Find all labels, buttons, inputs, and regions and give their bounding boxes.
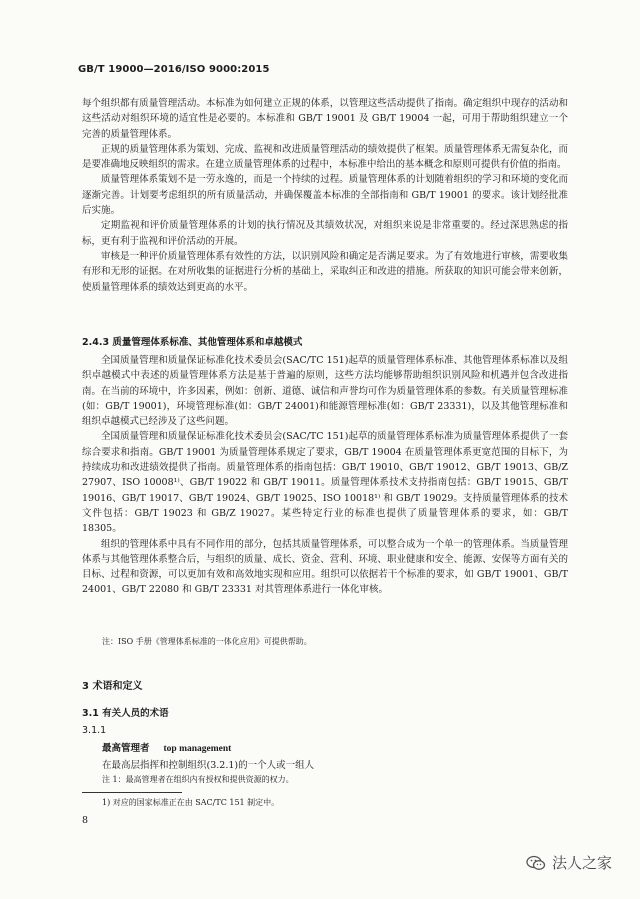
term-english: top management xyxy=(163,744,232,754)
footnote-divider xyxy=(82,792,182,793)
footnote: 1) 对应的国家标准正在由 SAC/TC 151 制定中。 xyxy=(102,798,280,807)
wechat-icon xyxy=(526,855,546,871)
paragraph: 质量管理体系策划不是一劳永逸的，而是一个持续的过程。质量管理体系的计划随着组织的学习和环境的变化而逐渐完善。计划要考虑组织的所有质量活动，并确保覆盖本标准的全部指南和 GB/T 19001 的要求。该计划经批准后实施。 xyxy=(82,174,568,217)
paragraph: 每个组织都有质量管理活动。本标准为如何建立正规的体系，以管理这些活动提供了指南。确定组织中现存的活动和这些活动对组织环境的适宜性是必要的。本标准和 GB/T 19001 及 GB/T 19004 一起，可用于帮助组织建立一个完善的质量管理体系。 xyxy=(82,98,568,140)
watermark-text: 法人之家 xyxy=(552,854,613,872)
section-heading-3-1: 3.1 有关人员的术语 xyxy=(82,708,169,719)
term-number: 3.1.1 xyxy=(82,725,107,736)
intro-paragraphs xyxy=(82,96,568,295)
paragraph: 定期监视和评价质量管理体系的计划的执行情况及其绩效状况，对组织来说是非常重要的。经过深思熟虑的指标，更有利于监视和评价活动的开展。 xyxy=(82,220,568,247)
paragraph: 正规的质量管理体系为策划、完成、监视和改进质量管理活动的绩效提供了框架。质量管理体系无需复杂化，而是要准确地反映组织的需求。在建立质量管理体系的过程中，本标准中给出的基本概念和原则可提供有价值的指南。 xyxy=(82,143,568,171)
watermark xyxy=(526,852,612,873)
paragraph: 审核是一种评价质量管理体系有效性的方法，以识别风险和确定是否满足要求。为了有效地进行审核，需要收集有形和无形的证据。在对所收集的证据进行分析的基础上，采取纠正和改进的措施。所获取的知识可能会带来创新，使质量管理体系的绩效达到更高的水平。 xyxy=(82,250,568,293)
section-heading-3: 3 术语和定义 xyxy=(82,681,143,692)
term-chinese: 最高管理者 xyxy=(102,743,150,754)
section-heading-2-4-3: 2.4.3 质量管理体系标准、其他管理体系和卓越模式 xyxy=(82,337,303,348)
section-2-4-3-paragraphs xyxy=(82,353,568,598)
standard-code: GB/T 19000—2016/ISO 9000:2015 xyxy=(78,64,270,75)
paragraph: 全国质量管理和质量保证标准化技术委员会(SAC/TC 151)起草的质量管理体系标准、其他管理体系标准以及组织卓越模式中表述的质量管理体系方法是基于普遍的原则，这些方法均能够帮助组织识别风险和机遇并包含改进指南。在当前的环境中，许多因素，例如：创新、道德、诚信和声誉均可作为质量管理体系的参数。有关质量管理标准(如：GB/T 19001)，环境管理标准(如：GB/T 24001)和能源管理标准(如：GB/T 23331)，以及其他管理标准和组织卓越模式已经涉及了这些问题。 xyxy=(82,355,568,428)
section-note: 注：ISO 手册《管理体系标准的一体化应用》可提供帮助。 xyxy=(102,637,312,646)
paragraph: 组织的管理体系中具有不同作用的部分，包括其质量管理体系，可以整合成为一个单一的管理体系。当质量管理体系与其他管理体系整合后，与组织的质量、成长、资金、营利、环境、职业健康和安全、能源、安保等方面有关的目标、过程和资源，可以更加有效和高效地实现和应用。组织可以依据若干个标准的要求，如 GB/T 19001、GB/T 24001、GB/T 22080 和 GB/T 23331 对其管理体系进行一体化审核。 xyxy=(82,538,568,596)
paragraph: 全国质量管理和质量保证标准化技术委员会(SAC/TC 151)起草的质量管理体系标准为质量管理体系提供了一套综合要求和指南。GB/T 19001 为质量管理体系规定了要求，GB/T 19004 在质量管理体系更宽范围的目标下，为持续成功和改进绩效提供了指南。质量管理体系的指南包括：GB/T 19010、GB/T 19012、GB/T 19013、GB/Z 27907、ISO 10008¹⁾、GB/T 19022 和 GB/T 19011。质量管理体系技术支持指南包括：GB/T 19015、GB/T 19016、GB/T 19017、GB/T 19024、GB/T 19025、ISO 10018¹⁾ 和 GB/T 19029。支持质量管理体系的技术文件包括：GB/T 19023 和 GB/Z 19027。某些特定行业的标准也提供了质量管理体系的要求，如：GB/T 18305。 xyxy=(82,431,568,535)
term-note: 注 1：最高管理者在组织内有授权和提供资源的权力。 xyxy=(102,775,294,784)
term-entry xyxy=(102,740,231,754)
page-number: 8 xyxy=(82,815,89,826)
term-definition: 在最高层指挥和控制组织(3.2.1)的一个人或一组人 xyxy=(102,760,315,771)
